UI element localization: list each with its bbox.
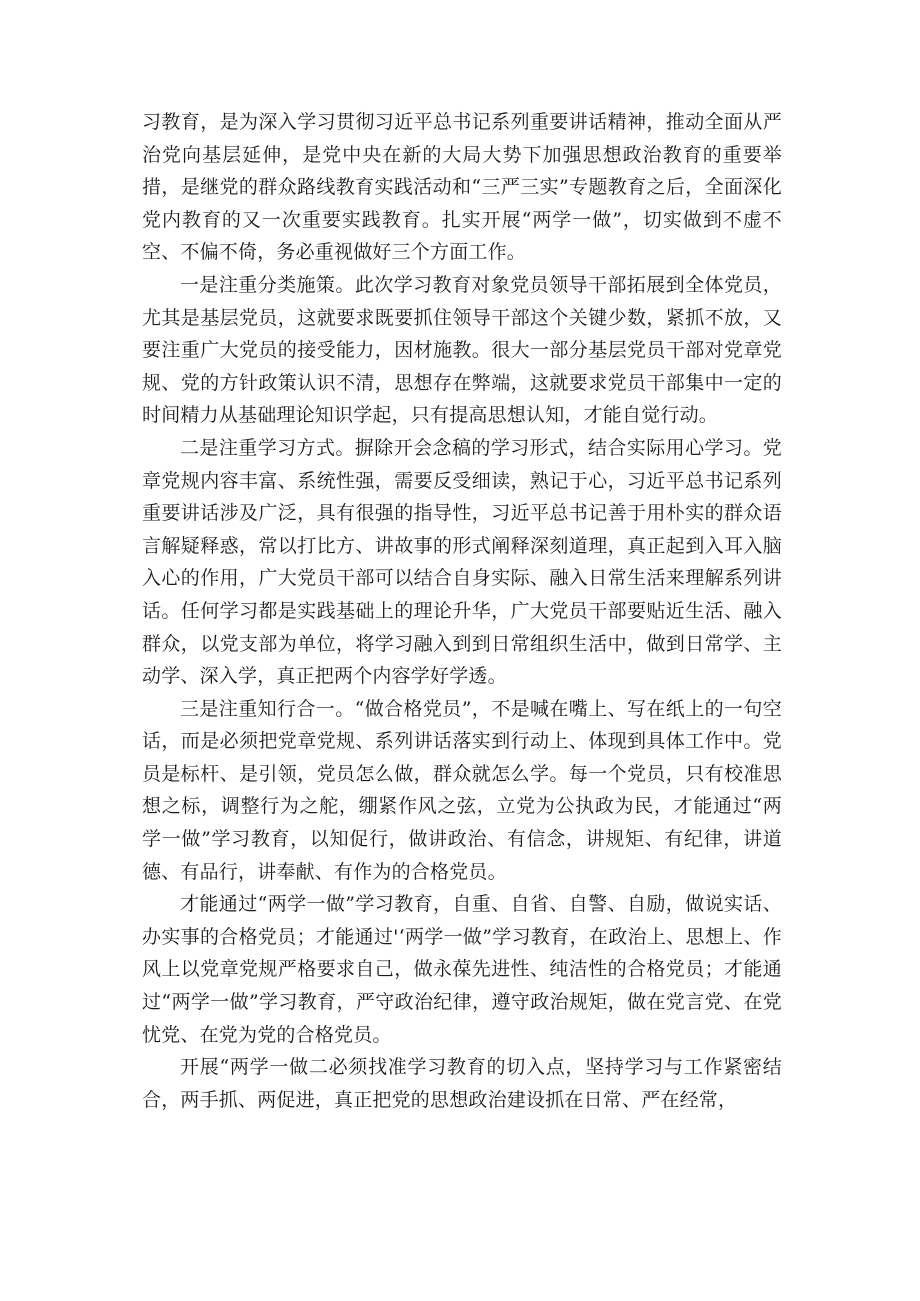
paragraph-6: 开展“两学一做二必须找准学习教育的切入点，坚持学习与工作紧密结合，两手抓、两促进，真正把党的思想政治建设抓在日常、严在经常，: [142, 1056, 782, 1111]
paragraph-4: 三是注重知行合一。“做合格党员”，不是喊在嘴上、写在纸上的一句空话，而是必须把党章党规、系列讲话落实到行动上、体现到具体工作中。党员是标杆、是引领，党员怎么做，群众就怎么学。每一个党员，只有校准思想之标，调整行为之舵，绷紧作风之弦，立党为公执政为民，才能通过“两学一做”学习教育，以知促行，做讲政治、有信念，讲规矩、有纪律，讲道德、有品行，讲奉献、有作为的合格党员。: [142, 697, 782, 883]
paragraph-1: 习教育，是为深入学习贯彻习近平总书记系列重要讲话精神，推动全面从严治党向基层延伸，是党中央在新的大局大势下加强思想政治教育的重要举措，是继党的群众路线教育实践活动和“三严三实”专题教育之后，全面深化党内教育的又一次重要实践教育。扎实开展“两学一做”，切实做到不虚不空、不偏不倚，务必重视做好三个方面工作。: [142, 111, 782, 264]
paragraph-5: 才能通过“两学一做”学习教育，自重、自省、自警、自励，做说实话、办实事的合格党员；才能通过'‘两学一做”学习教育，在政治上、思想上、作风上以党章党规严格要求自己，做永葆先进性、纯洁性的合格党员；才能通过“两学一做”学习教育，严守政治纪律，遵守政治规矩，做在党言党、在党忧党、在党为党的合格党员。: [142, 893, 782, 1046]
document-body: [142, 106, 782, 1116]
paragraph-3: 二是注重学习方式。摒除开会念稿的学习形式，结合实际用心学习。党章党规内容丰富、系统性强，需要反受细读，熟记于心，习近平总书记系列重要讲话涉及广泛，具有很强的指导性，习近平总书记善于用朴实的群众语言解疑释惑，常以打比方、讲故事的形式阐释深刻道理，真正起到入耳入脑入心的作用，广大党员干部可以结合自身实际、融入日常生活来理解系列讲话。任何学习都是实践基础上的理论升华，广大党员干部要贴近生活、融入群众，以党支部为单位，将学习融入到到日常组织生活中，做到日常学、主动学、深入学，真正把两个内容学好学透。: [142, 436, 782, 688]
paragraph-2: 一是注重分类施策。此次学习教育对象党员领导干部拓展到全体党员，尤其是基层党员，这就要求既要抓住领导干部这个关键少数，紧抓不放，又要注重广大党员的接受能力，因材施教。很大一部分基层党员干部对党章党规、党的方针政策认识不清，思想存在弊端，这就要求党员干部集中一定的时间精力从基础理论知识学起，只有提高思想认知，才能自觉行动。: [142, 273, 782, 427]
